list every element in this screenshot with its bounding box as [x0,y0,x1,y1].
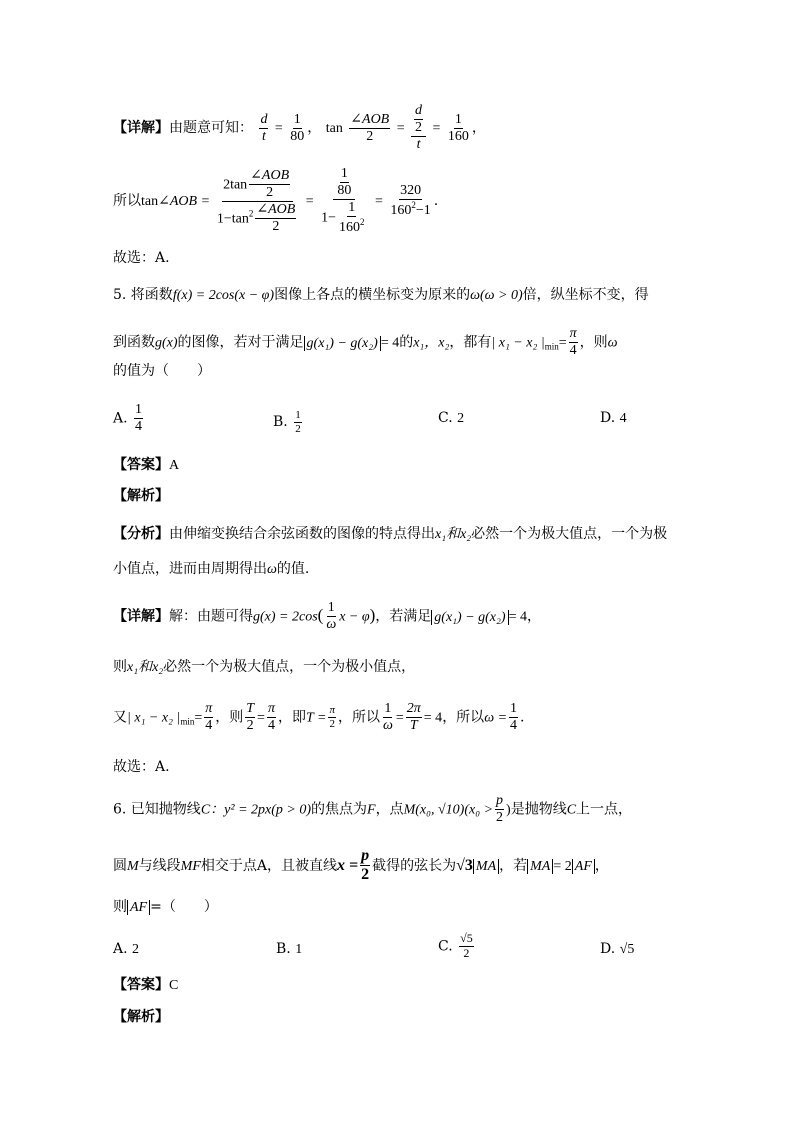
choose-1: 故选：A. [113,250,170,266]
q5-line-1: 5. 将函数f(x) = 2cos(x − φ)图像上各点的横坐标变为原来的ω(ω > 0)倍，纵坐标不变，得 [113,287,649,303]
q6-line-1: 6. 已知抛物线C：y² = 2px(p > 0)的焦点为F，点M(x₀, √10)(x₀ > $\frac{p}{2}$ )是抛物线C上一点， [113,793,633,826]
q5-xiangjie: 【详解】解：由题可得g(x) = 2cos( $\frac{1}{\omega}$ x − φ)，若满足 g(x₁) − g(x₂) = 4， [113,600,541,633]
q5-answer: 【答案】A [113,457,180,473]
q5-choose: 故选：A. [113,759,170,775]
q5-line-3: 的值为（ ） [113,363,211,379]
q6-answer: 【答案】C [113,977,179,993]
fraction-d-t: $\frac{d}{t}$ [260,111,268,144]
detail-text: 由题意可知： [169,120,253,137]
q5-then: 则x₁和x₂必然一个为极大值点，一个为极小值点， [113,659,416,675]
q6-analysis-tag: 【解析】 [113,1009,169,1025]
fraction-d2-t: $\frac{\frac{d}{2}}{t}$ [411,103,426,153]
fraction-result: $\frac{320}{160^2-1}$ [390,183,431,219]
q5-option-c[interactable]: C. 2 [438,410,465,426]
q5-analysis-tag: 【解析】 [113,488,169,504]
fraction-double-angle: 2tan $\frac{\text{∠AOB}}{2}$ $1-\tan^2$ $\frac{\text{∠AOB}}{2}$ [216,167,296,234]
q6-line-2: 圆M与线段MF相交于点A，且被直线x = $\frac{p}{2}$ 截得的弦长为√3 MA ，若 MA = 2 AF ， [113,847,609,884]
q5-option-d[interactable]: D. 4 [600,410,627,426]
q5-option-a[interactable]: A. $\frac{1}{4}$ [113,402,143,435]
q5-fenxi-2: 小值点，进而由周期得出ω的值. [113,561,310,577]
q6-option-b[interactable]: B. 1 [276,941,303,957]
fraction-1-80: $\frac{1}{80}$ [290,111,305,144]
q6-line-3: 则 AF =（ ） [113,899,218,915]
q6-option-a[interactable]: A. 2 [113,941,140,957]
q5-again: 又| x₁ − x₂ $|_{min}=$ $\frac{\pi}{4}$ ，则 $\frac{T}{2}$ = $\frac{\pi}{4}$ ，即T = $\frac{\pi}{2}$ ，所以 $\frac{1}{\omega}$ = $\frac{2\pi}{T}$ = 4，所以ω = $\frac{1}{4}$ . [113,701,525,734]
q5-fenxi-1: 【分析】由伸缩变换结合余弦函数的图像的特点得出x₁和x₂必然一个为极大值点，一个为极 [113,526,668,542]
q5-option-b[interactable]: B. $\frac{1}{2}$ [273,409,301,435]
fraction-angle-2: $\frac{\text{∠AOB}}{2}$ [350,111,390,144]
detail-line-2: 所以tan∠AOB = 2tan $\frac{\text{∠AOB}}{2}$ $1-\tan^2$ $\frac{\text{∠AOB}}{2}$ = $\frac{1}{80}$ 1− $\frac{1}{160^2}$ = $\frac{320}{160^2-1}$ . [113,166,439,236]
q6-option-c[interactable]: C. $\frac{√5}{2}$ [438,931,473,960]
detail-tag: 【详解】 [113,120,169,137]
detail-line-1: 【详解】由题意可知： $\frac{d}{t}$ = $\frac{1}{80}$ ， tan $\frac{\text{∠AOB}}{2}$ = $\frac{\frac{d}{2}}{t}$ = $\frac{1}{160}$ ， [113,103,486,153]
fraction-1-160: $\frac{1}{160}$ [447,111,469,144]
q6-option-d[interactable]: D. √5 [600,941,635,957]
q5-line-2: 到函数g(x)的图像，若对于满足 g(x₁) − g(x₂) = 4的x₁，x₂，都有| x₁ − x₂ $|_{min}=$ $\frac{\pi}{4}$ ，则ω [113,326,618,359]
fraction-substituted: $\frac{1}{80}$ 1− $\frac{1}{160^2}$ [321,166,365,236]
